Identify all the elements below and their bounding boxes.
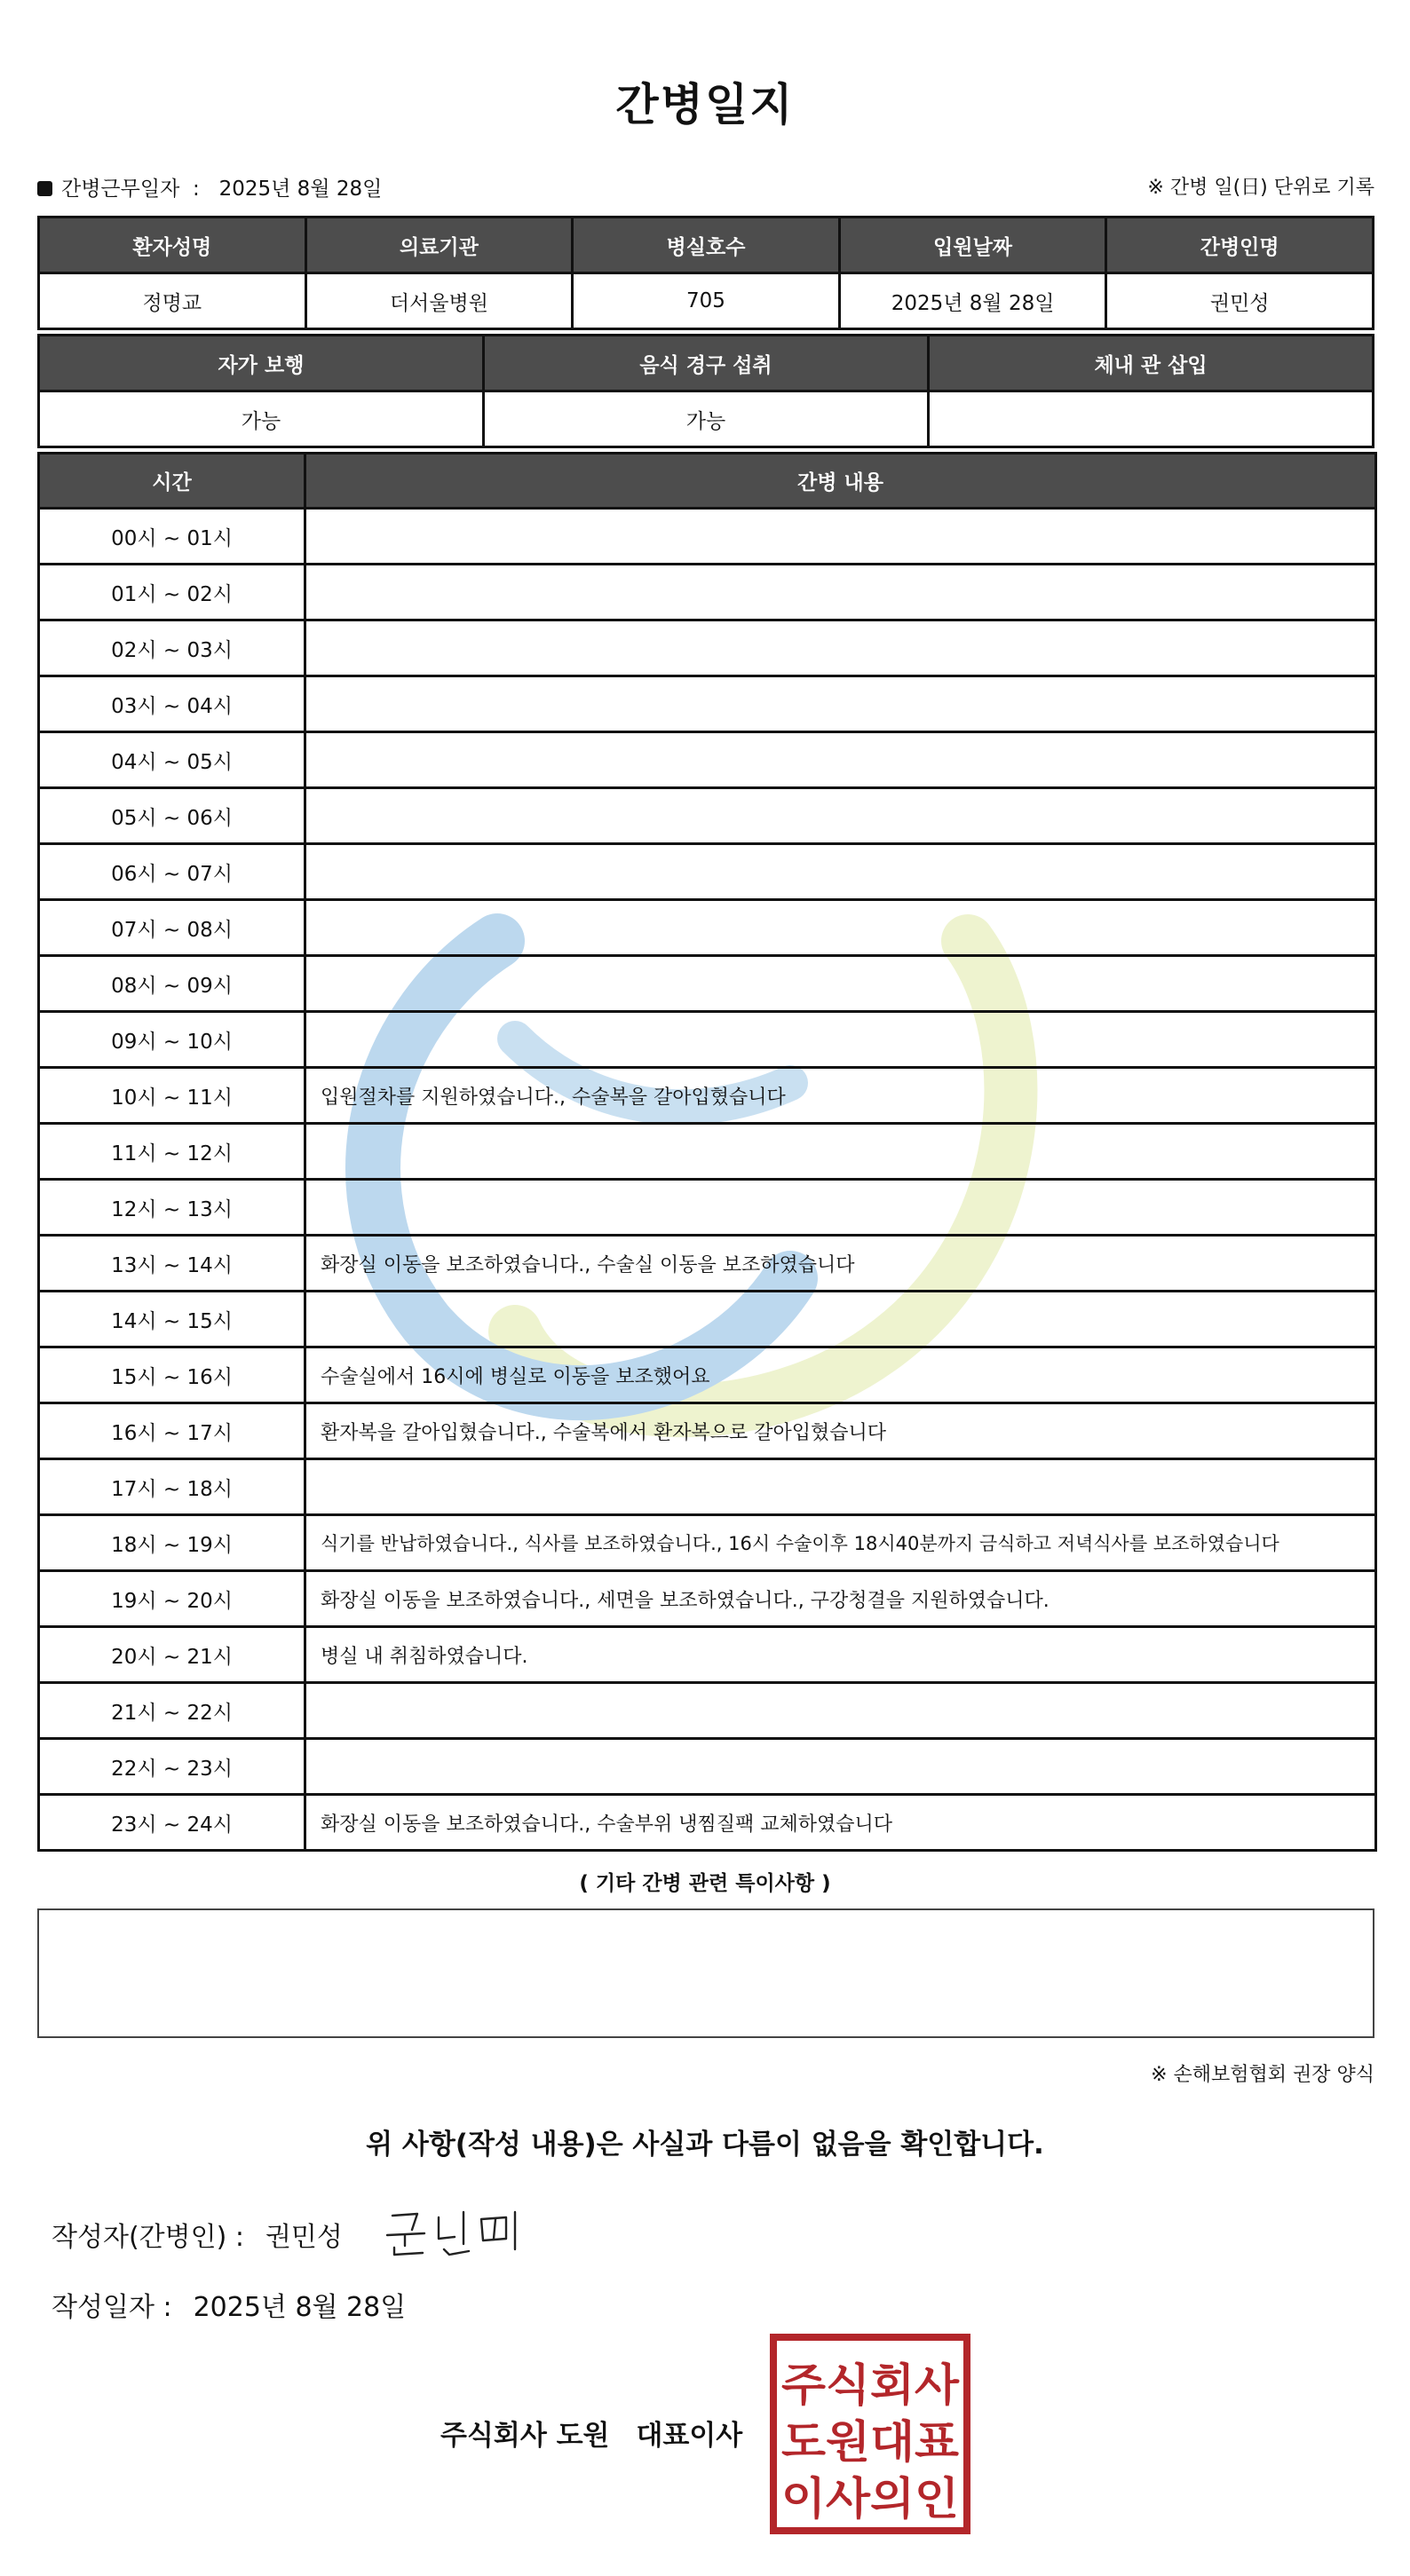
time-cell: 21시 ~ 22시 (39, 1683, 305, 1739)
table-row (39, 956, 1376, 1012)
svg-text:도원대표: 도원대표 (781, 2416, 960, 2468)
writer-name: 권민성 (265, 2222, 343, 2253)
header-admission-date: 입원날짜 (839, 217, 1106, 273)
table-row (39, 1068, 1376, 1124)
caregiver-name: 권민성 (1106, 273, 1374, 329)
time-cell: 11시 ~ 12시 (39, 1124, 305, 1180)
tube-status (929, 391, 1374, 447)
table-row (39, 620, 1376, 676)
form-note: ※ 손해보험협회 권장 양식 (1151, 2064, 1374, 2086)
header-care-content: 간병 내용 (305, 454, 1376, 509)
ceo-label: 대표이사 (636, 2420, 743, 2452)
time-cell: 12시 ~ 13시 (39, 1180, 305, 1236)
meta-row (37, 172, 1374, 201)
company-seal-stamp (769, 2333, 971, 2535)
content-cell: 식기를 반납하였습니다., 식사를 보조하였습니다., 16시 수술이후 18시40분까지 금식하고 저녁식사를 보조하였습니다 (305, 1515, 1376, 1571)
work-date (37, 172, 382, 201)
content-cell: 환자복을 갈아입혔습니다., 수술복에서 환자복으로 갈아입혔습니다 (305, 1403, 1376, 1459)
time-cell: 00시 ~ 01시 (39, 509, 305, 565)
svg-text:이사의인: 이사의인 (781, 2473, 959, 2525)
time-cell: 01시 ~ 02시 (39, 565, 305, 620)
written-date: 2025년 8월 28일 (193, 2292, 407, 2323)
table-row (39, 1236, 1376, 1292)
content-cell (305, 509, 1376, 565)
content-cell (305, 1180, 1376, 1236)
content-cell (305, 788, 1376, 844)
content-cell: 화장실 이동을 보조하였습니다., 세면을 보조하였습니다., 구강청결을 지원하였습니다. (305, 1571, 1376, 1627)
table-row (39, 1683, 1376, 1739)
time-cell: 13시 ~ 14시 (39, 1236, 305, 1292)
content-cell (305, 565, 1376, 620)
time-cell: 03시 ~ 04시 (39, 676, 305, 732)
written-date-line (51, 2285, 406, 2324)
content-cell (305, 1012, 1376, 1068)
table-row (39, 1571, 1376, 1627)
header-oral-intake: 음식 경구 섭취 (484, 336, 929, 391)
table-row (39, 732, 1376, 788)
signature-image (382, 2200, 542, 2262)
table-row (39, 1180, 1376, 1236)
confirmation-statement: 위 사항(작성 내용)은 사실과 다름이 없음을 확인합니다. (366, 2129, 1044, 2161)
header-time: 시간 (39, 454, 305, 509)
content-cell (305, 1292, 1376, 1347)
notes-title: ( 기타 간병 관련 특이사항 ) (579, 1872, 831, 1895)
admission-date: 2025년 8월 28일 (839, 273, 1106, 329)
table-row (39, 676, 1376, 732)
table-row (39, 1124, 1376, 1180)
table-row (39, 1515, 1376, 1571)
svg-text:주식회사: 주식회사 (781, 2359, 960, 2411)
table-row (39, 565, 1376, 620)
content-cell: 수술실에서 16시에 병실로 이동을 보조했어요 (305, 1347, 1376, 1403)
oral-intake-status: 가능 (484, 391, 929, 447)
header-tube: 체내 관 삽입 (929, 336, 1374, 391)
header-room: 병실호수 (573, 217, 840, 273)
content-cell: 화장실 이동을 보조하였습니다., 수술부위 냉찜질팩 교체하였습니다 (305, 1795, 1376, 1851)
company-name: 주식회사 도원 (440, 2420, 610, 2452)
content-cell (305, 956, 1376, 1012)
time-cell: 06시 ~ 07시 (39, 844, 305, 900)
time-cell: 15시 ~ 16시 (39, 1347, 305, 1403)
time-cell: 09시 ~ 10시 (39, 1012, 305, 1068)
table-row (39, 1292, 1376, 1347)
content-cell (305, 676, 1376, 732)
content-cell (305, 1459, 1376, 1515)
writer-line (51, 2215, 343, 2254)
page-title: 간병일지 (615, 79, 795, 130)
notes-box (37, 1908, 1374, 2038)
content-cell: 병실 내 취침하였습니다. (305, 1627, 1376, 1683)
content-cell: 입원절차를 지원하였습니다., 수술복을 갈아입혔습니다 (305, 1068, 1376, 1124)
table-row (39, 1012, 1376, 1068)
table-row (39, 509, 1376, 565)
table-row (39, 1459, 1376, 1515)
header-hospital: 의료기관 (305, 217, 573, 273)
time-cell: 10시 ~ 11시 (39, 1068, 305, 1124)
table-row (39, 1795, 1376, 1851)
room-number: 705 (573, 273, 840, 329)
header-walking: 자가 보행 (39, 336, 484, 391)
time-cell: 23시 ~ 24시 (39, 1795, 305, 1851)
table-row (39, 1403, 1376, 1459)
time-cell: 08시 ~ 09시 (39, 956, 305, 1012)
hospital-name: 더서울병원 (305, 273, 573, 329)
header-patient-name: 환자성명 (39, 217, 306, 273)
work-date-value: 2025년 8월 28일 (218, 178, 383, 201)
time-cell: 04시 ~ 05시 (39, 732, 305, 788)
patient-name: 정명교 (39, 273, 306, 329)
time-cell: 20시 ~ 21시 (39, 1627, 305, 1683)
table-row (39, 788, 1376, 844)
patient-status-value-row (39, 391, 1374, 447)
content-cell (305, 1739, 1376, 1795)
care-log-header-row (39, 454, 1376, 509)
patient-info-value-row (39, 273, 1374, 329)
time-cell: 07시 ~ 08시 (39, 900, 305, 956)
time-cell: 22시 ~ 23시 (39, 1739, 305, 1795)
time-cell: 17시 ~ 18시 (39, 1459, 305, 1515)
walking-status: 가능 (39, 391, 484, 447)
table-row (39, 1347, 1376, 1403)
table-row (39, 1739, 1376, 1795)
time-cell: 19시 ~ 20시 (39, 1571, 305, 1627)
table-row (39, 900, 1376, 956)
work-date-label: 간병근무일자 (61, 178, 180, 201)
content-cell (305, 1124, 1376, 1180)
header-caregiver: 간병인명 (1106, 217, 1374, 273)
care-log-table (37, 452, 1377, 1852)
patient-status-table (37, 334, 1374, 448)
patient-status-header-row (39, 336, 1374, 391)
time-cell: 02시 ~ 03시 (39, 620, 305, 676)
written-date-label: 작성일자 : (51, 2292, 172, 2323)
time-cell: 05시 ~ 06시 (39, 788, 305, 844)
work-date-sep: : (192, 178, 200, 201)
content-cell (305, 620, 1376, 676)
time-cell: 18시 ~ 19시 (39, 1515, 305, 1571)
content-cell (305, 900, 1376, 956)
content-cell (305, 844, 1376, 900)
writer-label: 작성자(간병인) : (51, 2222, 244, 2253)
patient-info-table (37, 216, 1374, 330)
table-row (39, 1627, 1376, 1683)
content-cell (305, 732, 1376, 788)
content-cell: 화장실 이동을 보조하였습니다., 수술실 이동을 보조하였습니다 (305, 1236, 1376, 1292)
square-bullet-icon (37, 181, 52, 196)
time-cell: 16시 ~ 17시 (39, 1403, 305, 1459)
unit-note: ※ 간병 일(日) 단위로 기록 (1147, 177, 1374, 199)
patient-info-header-row (39, 217, 1374, 273)
company-line (440, 2413, 742, 2453)
time-cell: 14시 ~ 15시 (39, 1292, 305, 1347)
table-row (39, 844, 1376, 900)
content-cell (305, 1683, 1376, 1739)
